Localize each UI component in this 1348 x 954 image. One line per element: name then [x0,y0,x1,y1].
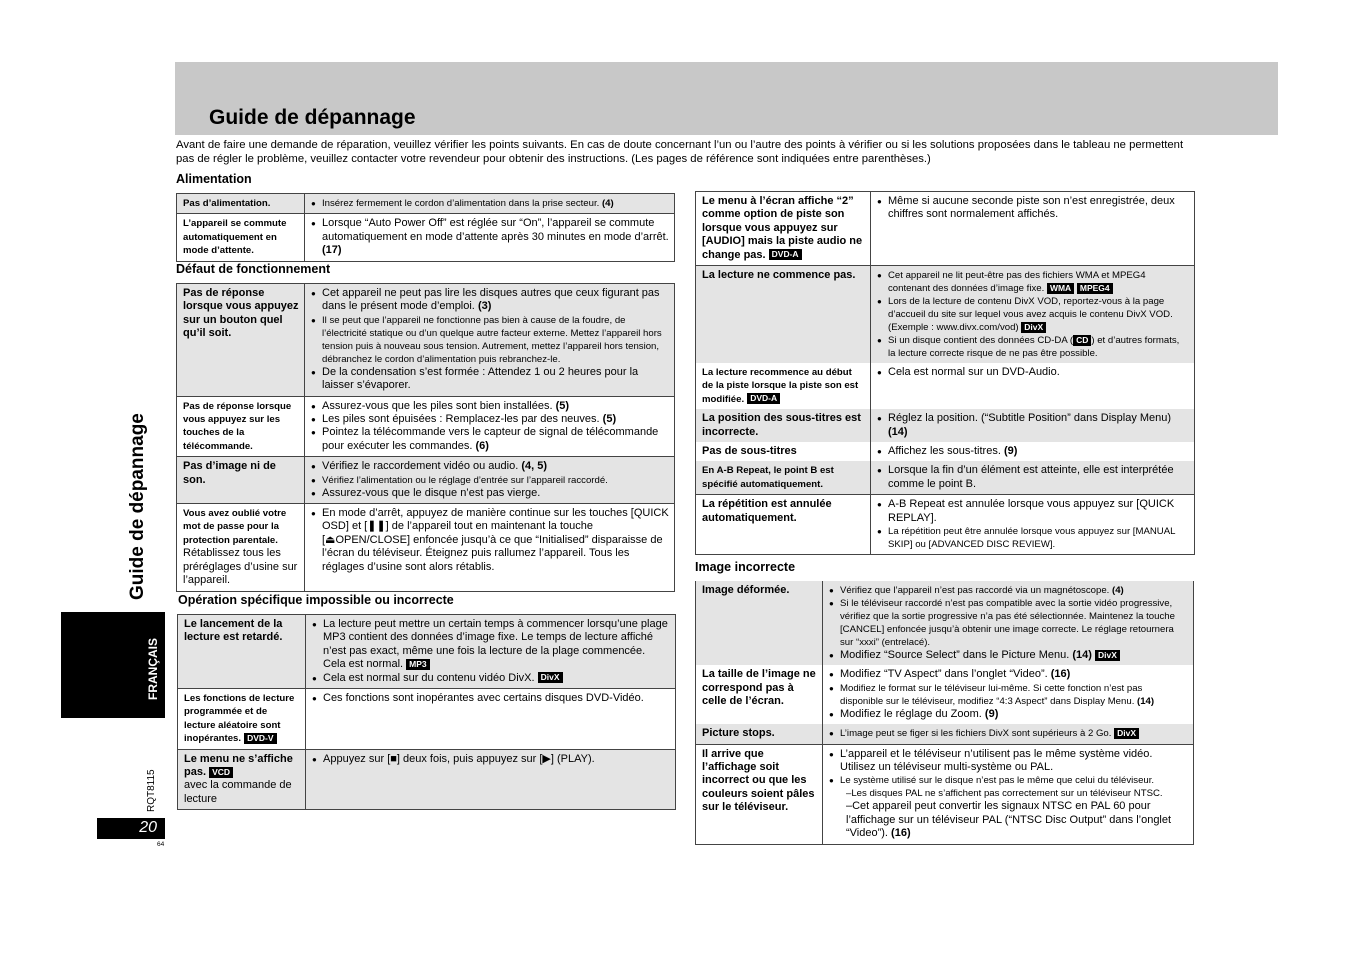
row-answer: ● La lecture peut mettre un certain temps à commencer lorsqu’une plage MP3 contient des données d’image fixe. Le temps de lecture affiché n’est pas exact, même une fois la lecture de la plage commencée. Cela est normal. MP3 ● Cela est normal sur du contenu vidéo DivX. DivX [306,615,676,689]
divx-tag: DivX [1114,728,1139,739]
row-question: Le menu à l’écran affiche “2” comme option de piste son lorsque vous appuyez sur [AUDIO] mais la piste audio ne change pas. DVD-A [696,192,871,266]
wma-tag: WMA [1047,283,1074,294]
row-answer: ● Ces fonctions sont inopérantes avec certains disques DVD-Vidéo. [306,689,676,750]
page-number-box [97,818,165,839]
table-row [178,689,676,750]
table-row [178,749,676,810]
table-row [696,363,1195,409]
row-answer: ● Modifiez “TV Aspect” dans l’onglet “Video”. (16) ● Modifiez le format sur le téléviseur lui-même. Si cette fonction n’est pas disponible sur le téléviseur, modifiez “4:3 Aspect” dans Display Menu. (14) ● Modifiez le réglage du Zoom. (9) [823,665,1194,724]
row-question: Pas de réponse lorsque vous appuyez sur un bouton quel qu’il soit. [177,284,305,397]
table-operation [177,614,676,810]
row-question: Picture stops. [696,724,823,744]
row-answer: ● Vérifiez le raccordement vidéo ou audio. (4, 5) ● Vérifiez l’alimentation ou le réglage d’entrée sur l’appareil raccordé. ● Assurez-vous que le disque n’est pas vierge. [305,457,675,504]
cd-tag: CD [1073,335,1091,346]
table-row [177,284,675,397]
row-answer: ● Lorsque “Auto Power Off” est réglée sur “On”, l’appareil se commute automatiquement en mode d’attente après 30 minutes en mode d’arrêt. (17) [311,217,669,257]
intro-text: Avant de faire une demande de réparation, veuillez vérifier les points suivants. En cas de doute concernant l’un ou l’autre des points à vérifier ou si les solutions proposées dans le tableau ne permettent pas de régler le problème, veuillez contacter votre revendeur pour obtenir des instructions. (Les pages de référence sont indiquées entre parenthèses.) [176,139,1184,165]
row-answer: ● L’appareil et le téléviseur n’utilisent pas le même système vidéo. Utilisez un téléviseur multi-système ou PAL. ● Le système utilisé sur le disque n’est pas le même que celui du téléviseur. –Les disques PAL ne s’affichent pas correctement sur un téléviseur NTSC. –Cet appareil peut convertir les signaux NTSC en PAL 60 pour l’affichage sur un téléviseur PAL (“NTSC Disc Output” dans l’onglet “Video”). (16) [823,744,1194,844]
document-code: RQT8115 [146,769,157,812]
row-question: Le lancement de la lecture est retardé. [178,615,306,689]
divx-tag: DivX [1095,650,1120,661]
row-answer: ● Cet appareil ne peut pas lire les disques autres que ceux figurant pas dans le présent mode d’emploi. (3) ● Il se peut que l’appareil ne fonctionne pas bien à cause de la foudre, de l’électricité statique ou d’un quelque autre facteur externe. Mettez l’appareil hors tension puis à nouveau sous tension. Autrement, mettez l’appareil hors tension, débranchez le cordon d’alimentation puis rebranchez-le. ● De la condensation s’est formée : Attendez 1 ou 2 heures pour la laisser s’évaporer. [305,284,675,397]
row-question: Les fonctions de lecture programmée et de lecture aléatoire sont inopérantes. DVD-V [178,689,306,750]
table-row [696,581,1194,665]
row-question: L’appareil se commute automatiquement en mode d’attente. [183,218,287,257]
row-question: Pas de réponse lorsque vous appuyez sur les touches de la télécommande. [183,400,292,452]
row-question: Pas d’alimentation. [183,198,271,209]
dvda-tag: DVD-A [769,249,802,260]
table-defaut [176,283,675,592]
row-answer: ● Affichez les sous-titres. (9) [871,442,1195,461]
section-defaut: Défaut de fonctionnement [176,262,331,276]
table-row [696,724,1194,744]
row-answer: ● Même si aucune seconde piste son n’est enregistrée, deux chiffres sont normalement affichés. [871,192,1195,266]
page-title: Guide de dépannage [209,106,416,129]
row-question: La position des sous-titres est incorrecte. [696,409,871,442]
divx-tag: DivX [538,672,563,683]
table-row [178,615,676,689]
table-row [696,442,1195,461]
table-row [177,396,675,457]
row-question: Il arrive que l’affichage soit incorrect ou que les couleurs soient pâles sur le téléviseur. [696,744,823,844]
section-operation: Opération spécifique impossible ou incorrecte [178,593,454,607]
row-question: Pas de sous-titres [696,442,871,461]
table-row [177,194,675,214]
dvdv-tag: DVD-V [244,733,276,744]
row-question: La lecture recommence au début de la piste lorsque la piste son est modifiée. DVD-A [696,363,871,409]
table-row [696,495,1195,555]
mp3-tag: MP3 [406,659,429,670]
table-lecture [695,191,1195,555]
row-answer: ● Insérez fermement le cordon d’alimentation dans la prise secteur. (4) [311,197,669,210]
row-answer: ● Assurez-vous que les piles sont bien installées. (5) ● Les piles sont épuisées : Remplacez-les par des neuves. (5) ● Pointez la télécommande vers le capteur de signal de télécommande pour exécuter les commandes. (6) [305,396,675,457]
table-image [695,581,1194,845]
row-question: Pas d’image ni de son. [177,457,305,504]
row-answer: ● L’image peut se figer si les fichiers DivX sont supérieurs à 2 Go. DivX [823,724,1194,744]
row-question: La taille de l’image ne correspond pas à celle de l’écran. [696,665,823,724]
row-answer: ● A-B Repeat est annulée lorsque vous appuyez sur [QUICK REPLAY]. ● La répétition peut être annulée lorsque vous appuyez sur [MANUAL SKIP] ou [ADVANCED DISC REVIEW]. [871,495,1195,555]
table-row [177,457,675,504]
divx-tag: DivX [1021,322,1046,333]
language-label: FRANÇAIS [146,638,160,700]
table-row [696,665,1194,724]
row-question: En A-B Repeat, le point B est spécifié automatiquement. [696,461,871,494]
table-row [696,192,1195,266]
row-answer: ● Cet appareil ne lit peut-être pas des fichiers WMA et MPEG4 contenant des données d’image fixe. WMA MPEG4 ● Lors de la lecture de contenu DivX VOD, reportez-vous à la page d’accueil du site sur lequel vous avez acquis le contenu DivX VOD. (Exemple : www.divx.com/vod) DivX ● Si un disque contient des données CD-DA ( CD ) et d’autres formats, la lecture correcte risque de ne pas être possible. [871,266,1195,364]
row-answer: ● Réglez la position. (“Subtitle Position” dans Display Menu) (14) [871,409,1195,442]
sub-page-number: 64 [157,841,165,848]
row-answer: ● Vérifiez que l’appareil n’est pas raccordé via un magnétoscope. (4) ● Si le téléviseur raccordé n’est pas compatible avec la sortie vidéo progressive, vérifiez que la sortie progressive n’a pas été sélectionnée. Maintenez la touche [CANCEL] enfoncée jusqu’à obtenir une image correcte. Le réglage retournera sur “xxxi” (entrelacé). ● Modifiez “Source Select” dans le Picture Menu. (14) DivX [823,581,1194,665]
row-question: La lecture ne commence pas. [696,266,871,364]
mpeg4-tag: MPEG4 [1077,283,1113,294]
table-row [696,461,1195,494]
table-row [696,409,1195,442]
section-image: Image incorrecte [695,560,796,574]
row-question: La répétition est annulée automatiquement. [696,495,871,555]
table-row [696,266,1195,364]
row-answer: ● Lorsque la fin d’un élément est atteinte, elle est interprétée comme le point B. [871,461,1195,494]
section-alimentation: Alimentation [176,172,252,186]
row-question: Image déformée. [696,581,823,665]
row-answer: ● Appuyez sur [■] deux fois, puis appuyez sur [▶] (PLAY). [306,749,676,810]
row-answer: ● Cela est normal sur un DVD-Audio. [871,363,1195,409]
page-number: 20 [139,819,157,836]
table-row [696,744,1194,844]
table-alimentation [176,193,675,262]
vcd-tag: VCD [209,767,233,778]
row-question: Le menu ne s’affiche pas. VCD avec la commande de lecture [178,749,306,810]
vertical-section-title: Guide de dépannage [127,413,148,600]
dvda-tag: DVD-A [747,393,780,404]
row-answer: ● En mode d’arrêt, appuyez de manière continue sur les touches [QUICK OSD] et [❚❚] de l’appareil tout en maintenant la touche [⏏OPEN/CLOSE] enfoncée jusqu’à ce que “Initialised” disparaisse de l’écran du téléviseur. Éteignez puis rallumez l’appareil. Tous les réglages d’usine sont alors rétablis. [305,504,675,591]
row-question: Vous avez oublié votre mot de passe pour la protection parentale. Rétablissez tous les préréglages d’usine sur l’appareil. [177,504,305,591]
table-row [177,504,675,591]
table-row [177,214,675,261]
